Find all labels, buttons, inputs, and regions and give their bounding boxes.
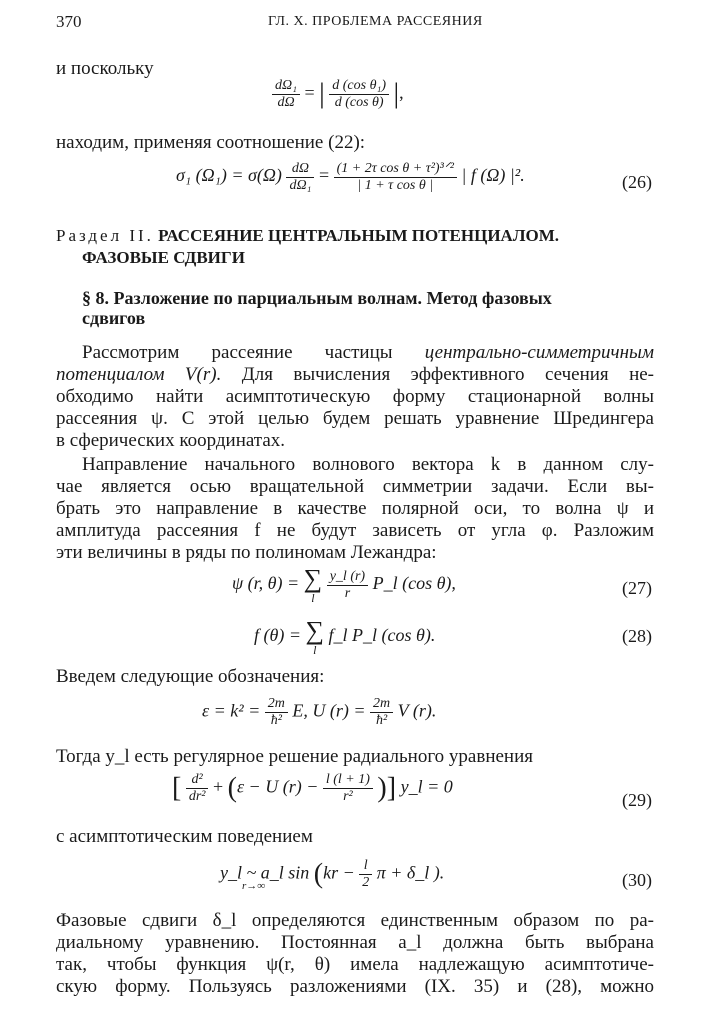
text-line: Фазовые сдвиги δ_l определяются единственным образом по ра- [56,910,654,931]
text-line: в сферических координатах. [56,430,286,451]
paragraph-heading-cont: сдвигов [82,308,146,328]
equation-number: (30) [622,870,652,890]
equation-number: (28) [622,626,652,646]
text-line: брать это направление в качестве полярной оси, то волна ψ и [56,498,654,519]
text-line: находим, применяя соотношение (22): [56,132,366,153]
fraction: $\frac{\text{(1 + 2τ cos θ + τ²)³ᐟ²}}{\text{| 1 + τ cos θ |}}$ [334,160,457,194]
paragraph-heading: § 8. Разложение по парциальным волнам. Метод фазовых [82,288,552,308]
equation-number: (27) [622,578,652,598]
fraction: $\frac{\text{d (cos θ₁)}}{\text{d (cos θ)}}$ [329,78,389,111]
text-line: чае является осью вращательной симметрии задачи. Если вы- [56,476,654,497]
fraction: $\frac{l}{2}$ [359,858,372,891]
fraction: $\frac{2m}{\text{ħ²}}$ [370,696,393,729]
text-line: и поскольку [56,58,154,79]
section-heading-cont: ФАЗОВЫЕ СДВИГИ [82,248,245,267]
sum-sign: ∑ l [305,616,325,657]
fraction: $\frac{y\_l (r)}{r}$ [327,569,368,602]
equation-number: (26) [622,172,652,192]
fraction: $\frac{\text{d²}}{\text{dr²}}$ [186,772,209,805]
fraction: $\frac{2m}{\text{ħ²}}$ [265,696,288,729]
running-title: ГЛ. X. ПРОБЛЕМА РАССЕЯНИЯ [268,14,483,29]
text-line: эти величины в ряды по полиномам Лежандра: [56,542,437,563]
sum-sign: ∑ l [303,564,323,605]
text-line: потенциалом V(r). Для вычисления эффективного сечения не- [56,364,654,385]
equation-26: σ₁ (Ω₁) = σ(Ω) $\frac{d\Omega}{\text{dΩ₁}}$ = $\frac{\text{(1 + 2τ cos θ + τ²)³ᐟ²}}{\text{| 1 + τ cos θ |}}$ | f (Ω) |². [176,160,525,193]
text-line: амплитуда рассеяния f не будут зависеть от угла φ. Разложим [56,520,654,541]
equation-definitions: ε = k² = $\frac{2m}{\text{ħ²}}$ E, U (r) = $\frac{2m}{\text{ħ²}}$ V (r). [202,696,437,728]
text-line: Рассмотрим рассеяние частицы центрально-симметричным [82,342,654,363]
equation-27: ψ (r, θ) = ∑ l $\frac{y\_l (r)}{r}$ P_l (cos θ), [232,564,456,605]
fraction: $\frac{d\Omega}{\text{dΩ₁}}$ [286,161,314,194]
equation-30: y_l ~ a_l sin (kr − $\frac{l}{2}$ π + δ_l ). r→∞ [220,858,445,892]
text-line: Направление начального волнового вектора k в данном слу- [82,454,654,475]
fraction: $\frac{l (l + 1)}{\text{r²}}$ [323,772,373,805]
section-heading: Раздел II. РАССЕЯНИЕ ЦЕНТРАЛЬНЫМ ПОТЕНЦИАЛОМ. [56,226,559,245]
text-line: с асимптотическим поведением [56,826,313,847]
limit-subscript: r→∞ [242,880,266,892]
text-line: скую форму. Пользуясь разложениями (IX. 35) и (28), можно [56,976,654,997]
equation-number: (29) [622,790,652,810]
text-line: так, чтобы функция ψ(r, θ) имела надлежащую асимптотиче- [56,954,654,975]
equation-jacobian: $\frac{\text{dΩ₁}}{d\Omega}$ = | $\frac{\text{d (cos θ₁)}}{\text{d (cos θ)}}$ |, [272,78,404,111]
text-line: Тогда y_l есть регулярное решение радиального уравнения [56,746,534,767]
text-line: диальному уравнению. Постоянная a_l должна быть выбрана [56,932,654,953]
text-line: Введем следующие обозначения: [56,666,325,687]
text-line: рассеяния ψ. С этой целью будем решать уравнение Шредингера [56,408,654,429]
fraction: $\frac{\text{dΩ₁}}{d\Omega}$ [272,78,300,111]
page-number: 370 [56,12,82,31]
text-line: обходимо найти асимптотическую форму стационарной волны [56,386,654,407]
equation-29: [ $\frac{\text{d²}}{\text{dr²}}$ + (ε − U (r) − $\frac{l (l + 1)}{\text{r²}}$ )] y_l = 0 [172,772,453,804]
equation-28: f (θ) = ∑ l f_l P_l (cos θ). [254,616,436,657]
